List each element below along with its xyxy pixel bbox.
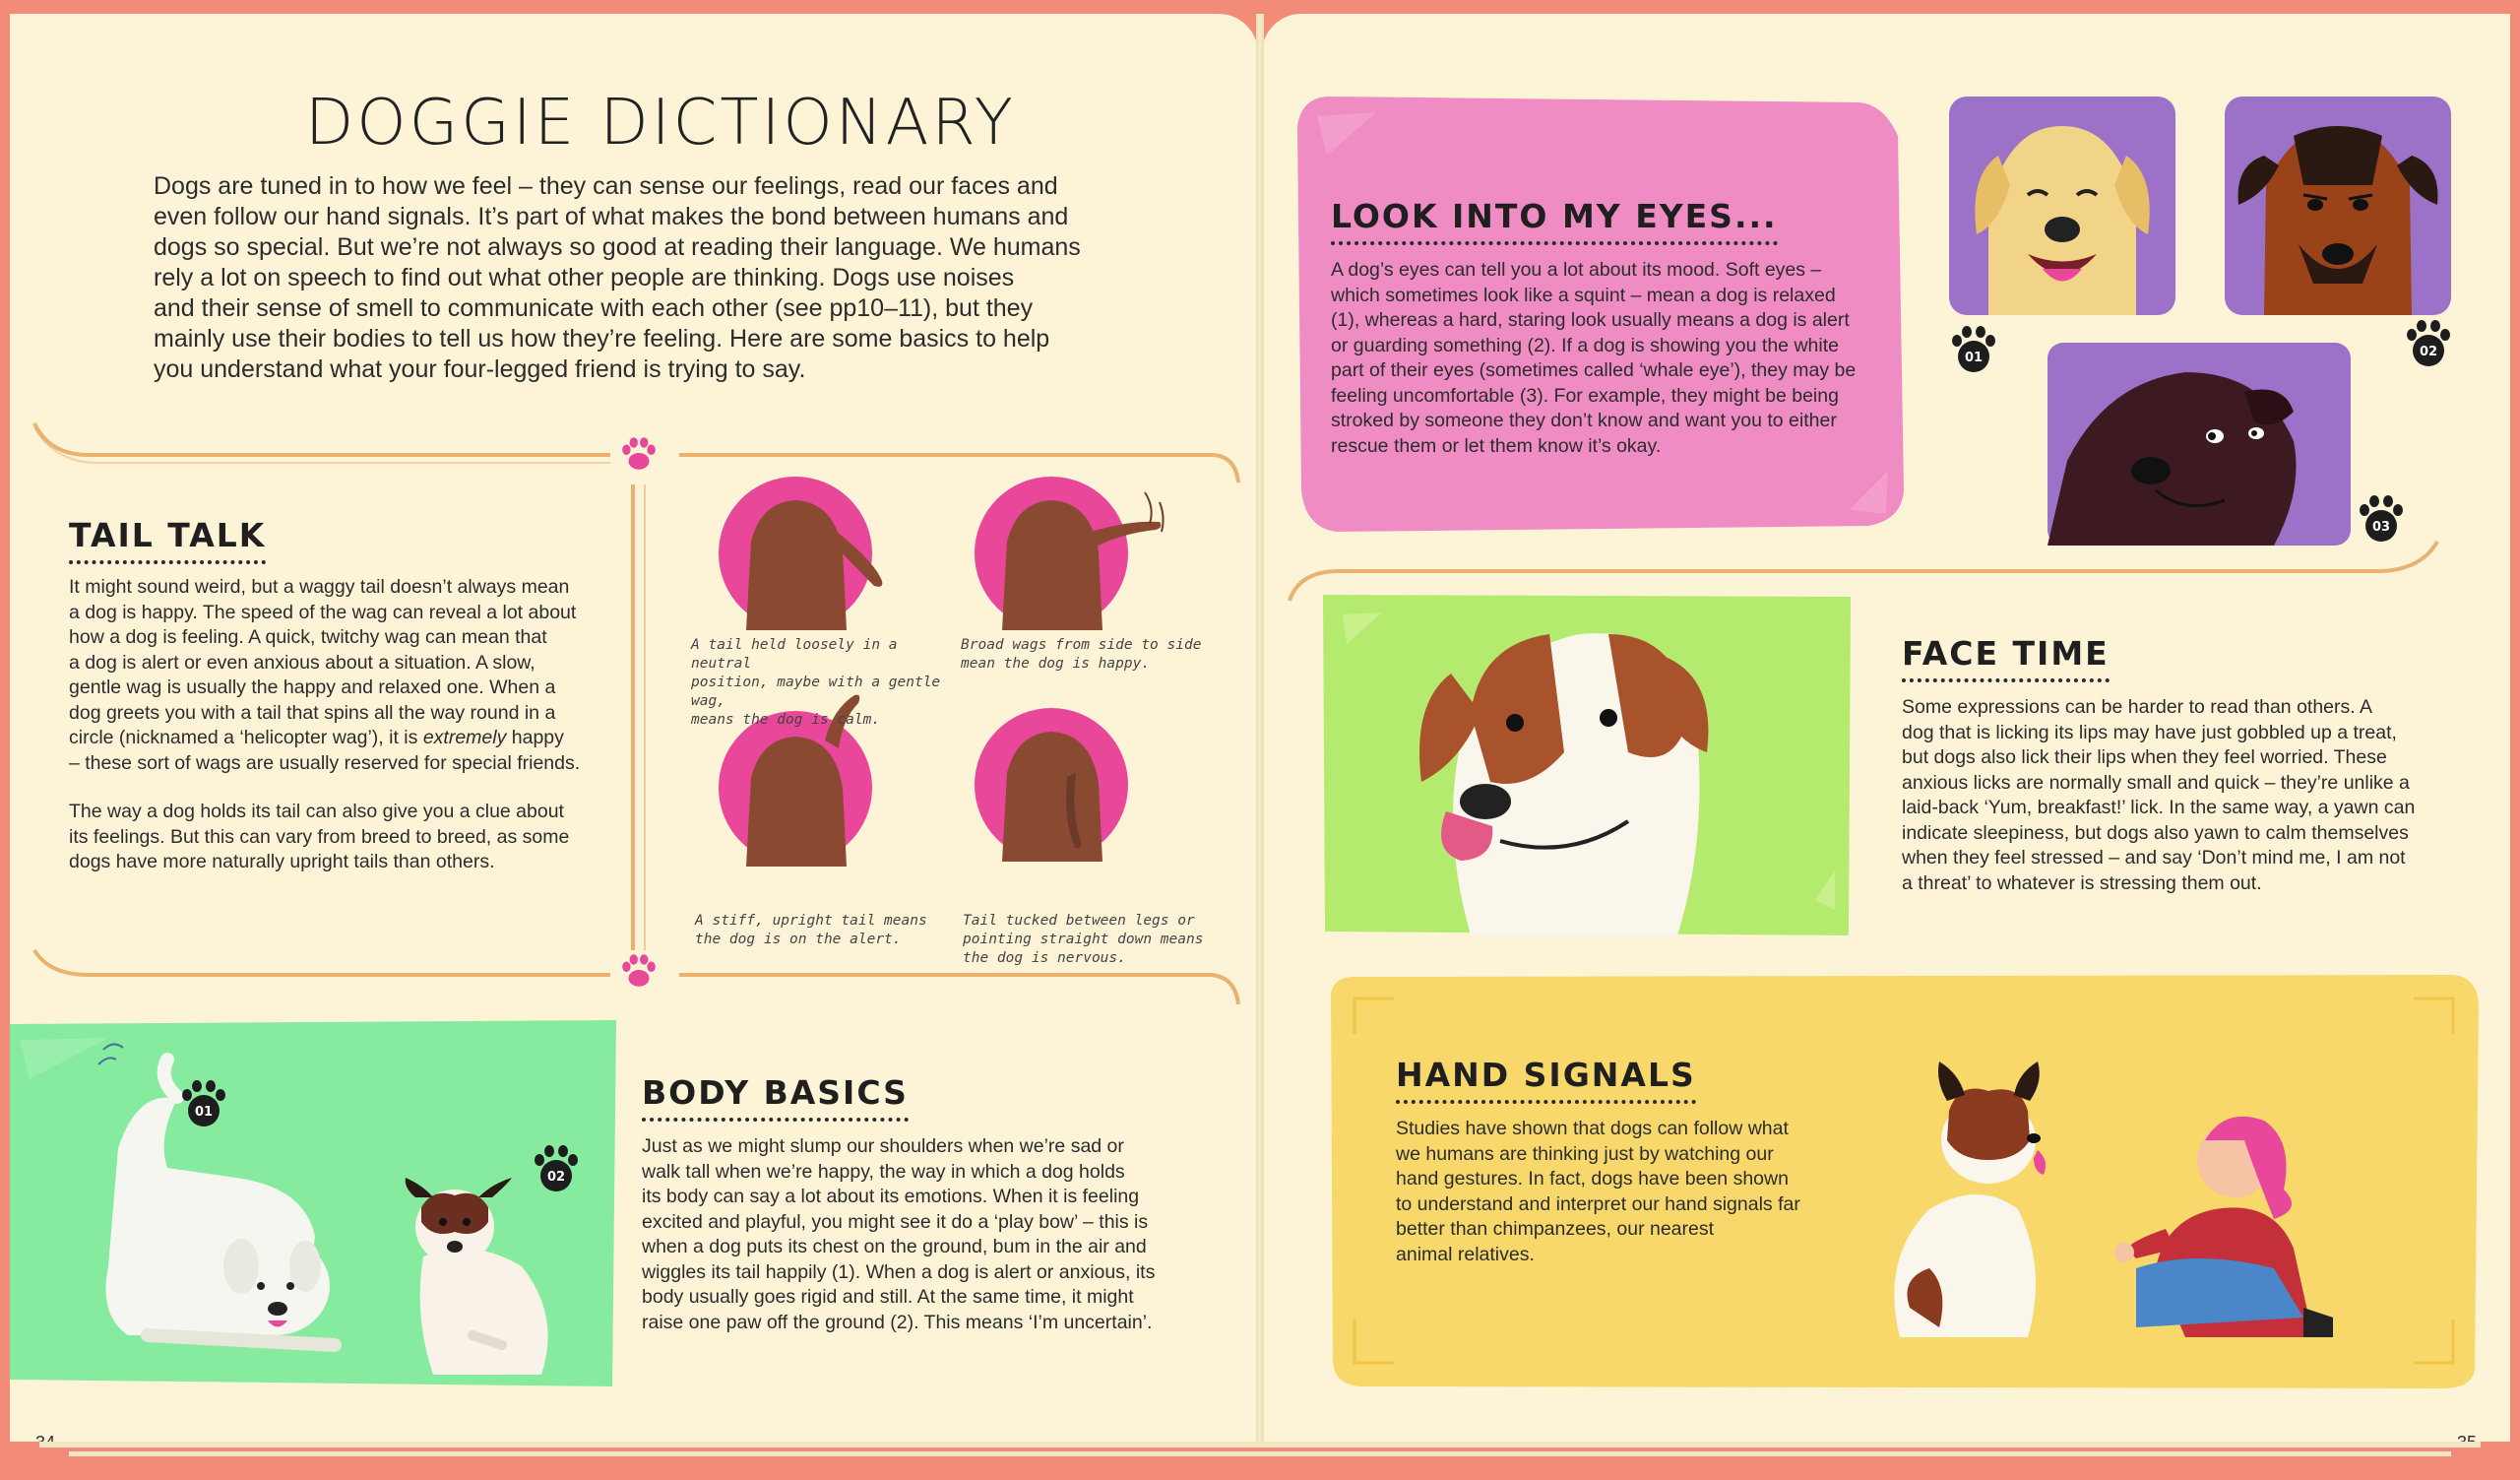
relaxed-dog-portrait <box>1949 97 2175 315</box>
body-basics-heading: BODY BASICS <box>642 1073 909 1122</box>
hand-signals-heading: HAND SIGNALS <box>1396 1056 1696 1104</box>
face-time-heading: FACE TIME <box>1902 634 2110 682</box>
tail-talk-paragraph-2: The way a dog holds its tail can also give you a clue about its feelings. But this can vary from breed to breed, as some dogs have more naturally upright tails than others. <box>69 801 570 872</box>
face-time-illustration <box>1323 595 1851 935</box>
face-time-paragraph: Some expressions can be harder to read than others. A dog that is licking its lips may have just gobbled up a treat, but dogs also lick their lips when they feel worried. These anxious licks are normally small and quick – they’re unlike a laid-back ‘Yum, breakfast!’ lick. In the same way, a yawn can indicate sleepiness, but dogs also yawn to calm themselves when they feel stressed – and say ‘Don’t mind me, I am not a threat’ to whatever is stressing them out. <box>1902 696 2416 894</box>
svg-text:01: 01 <box>1964 351 1984 365</box>
svg-text:02: 02 <box>546 1170 566 1185</box>
tail-neutral-illustration <box>717 473 914 640</box>
badge-paw-icon <box>2404 317 2453 370</box>
tail-caption-neutral: A tail held loosely in a neutral position, maybe with a gentle wag, means the dog is calm. <box>691 637 941 728</box>
svg-text:02: 02 <box>2419 345 2438 359</box>
book-bottom-edge <box>0 1442 2520 1480</box>
badge-paw-icon <box>1949 323 1998 376</box>
badge-paw-icon <box>179 1077 228 1130</box>
hand-signals-illustration <box>1841 1012 2353 1355</box>
tail-nervous-illustration <box>973 704 1169 871</box>
paw-icon <box>618 950 660 992</box>
page-title: DOGGIE DICTIONARY <box>305 87 1016 160</box>
intro-paragraph: Dogs are tuned in to how we feel – they can sense our feelings, read our faces and even follow our hand signals. It’s part of what makes the bond between humans and dogs so special. But we’re not always so good at reading their language. We humans rely a lot on speech to find out what other people are thinking. Dogs use noises and their sense of smell to communicate with each other (see pp10–11), but they mainly use their bodies to tell us how they’re feeling. Here are some basics to help you understand what your four-legged friend is trying to say. <box>154 172 1081 383</box>
eyes-paragraph: A dog’s eyes can tell you a lot about its mood. Soft eyes – which sometimes look like a squint – mean a dog is relaxed (1), whereas a hard, staring look usually means a dog is alert or guarding something (2). If a dog is showing you the white part of their eyes (sometimes called ‘whale eye’), they may be feeling uncomfortable (3). For example, they might be being stroked by someone they don’t know and want you to either rescue them or let them know it’s okay. <box>1331 259 1857 457</box>
tail-caption-happy: Broad wags from side to side mean the dog is happy. <box>961 637 1202 672</box>
badge-paw-icon <box>532 1142 581 1195</box>
tail-happy-illustration <box>973 473 1179 640</box>
paw-icon <box>618 433 660 475</box>
book-gutter <box>1256 14 1264 1467</box>
tail-talk-paragraph-1: It might sound weird, but a waggy tail doesn’t always mean a dog is happy. The speed of the wag can reveal a lot about how a dog is feeling. A quick, twitchy wag can mean that a dog is alert or even anxious about a situation. A slow, gentle wag is usually the happy and relaxed one. When a dog greets you with a tail that spins all the way round in a circle (nicknamed a ‘helicopter wag’), it is extremely happy – these sort of wags are usually reserved for special friends. <box>69 576 581 774</box>
svg-text:03: 03 <box>2371 520 2391 535</box>
tail-talk-heading: TAIL TALK <box>69 516 266 564</box>
alert-dog-portrait <box>2225 97 2451 315</box>
eyes-heading: LOOK INTO MY EYES... <box>1331 197 1778 245</box>
body-basics-illustration <box>10 1020 616 1386</box>
body-basics-paragraph: Just as we might slump our shoulders when we’re sad or walk tall when we’re happy, the way in which a dog holds its body can say a lot about its emotions. When it is feeling excited and playful, you might see it do a ‘play bow’ – this is when a dog puts its chest on the ground, bum in the air and wiggles its tail happily (1). When a dog is alert or anxious, its body usually goes rigid and still. At the same time, it might raise one paw off the ground (2). This means ‘I’m uncertain’. <box>642 1135 1156 1333</box>
tail-caption-alert: A stiff, upright tail means the dog is on the alert. <box>695 913 927 947</box>
svg-text:01: 01 <box>194 1105 214 1120</box>
hand-signals-paragraph: Studies have shown that dogs can follow what we humans are thinking just by watching our hand gestures. In fact, dogs have been shown to understand and interpret our hand signals far better than chimpanzees, our nearest animal relatives. <box>1396 1118 1800 1265</box>
tail-caption-nervous: Tail tucked between legs or pointing straight down means the dog is nervous. <box>963 913 1204 966</box>
